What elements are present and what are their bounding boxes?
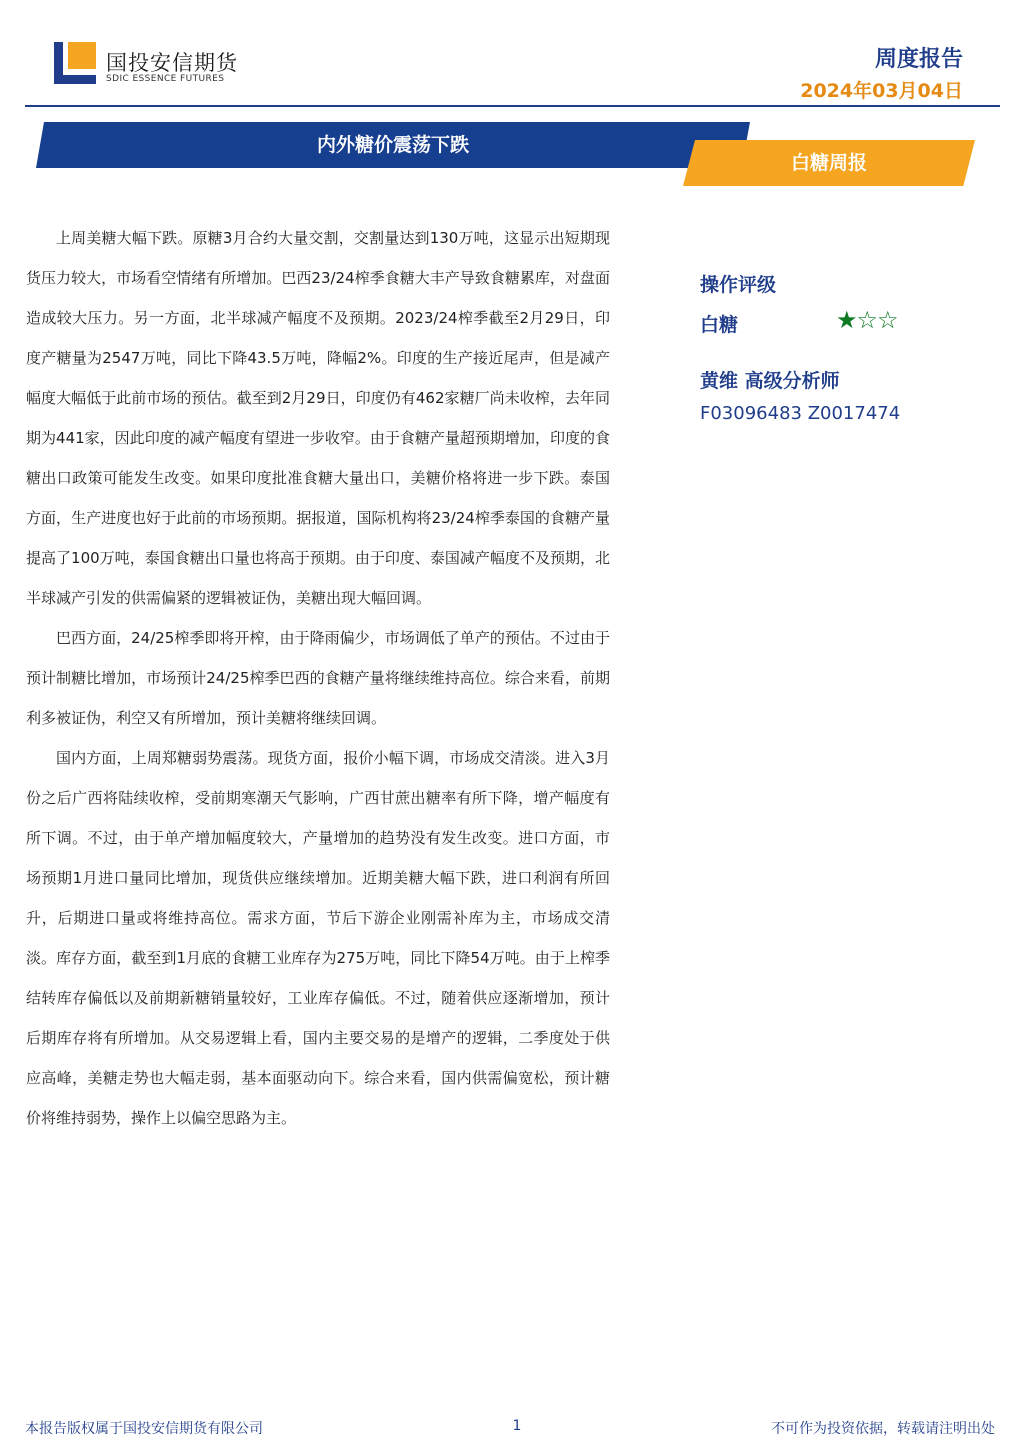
header-divider: [25, 105, 1000, 107]
report-subtitle: 白糖周报: [790, 152, 867, 174]
rating-title: 操作评级: [700, 274, 777, 296]
analyst-license-ids: F03096483 Z0017474: [700, 403, 901, 424]
body-paragraph: 上周美糖大幅下跌。原糖3月合约大量交割，交割量达到130万吨，这显示出短期现货压力较大，市场看空情绪有所增加。巴西23/24榨季食糖大丰产导致食糖累库，对盘面造成较大压力。另一方面，北半球减产幅度不及预期。2023/24榨季截至2月29日，印度产糖量为2547万吨，同比下降43.5万吨，降幅2%。印度的生产接近尾声，但是减产幅度大幅低于此前市场的预估。截至到2月29日，印度仍有462家糖厂尚未收榨，去年同期为441家，因此印度的减产幅度有望进一步收窄。由于食糖产量超预期增加，印度的食糖出口政策可能发生改变。如果印度批准食糖大量出口，美糖价格将进一步下跌。泰国方面，生产进度也好于此前的市场预期。据报道，国际机构将23/24榨季泰国的食糖产量提高了100万吨，泰国食糖出口量也将高于预期。由于印度、泰国减产幅度不及预期，北半球减产引发的供需偏紧的逻辑被证伪，美糖出现大幅回调。: [26, 229, 610, 607]
analyst-name: 黄维 高级分析师: [700, 370, 840, 392]
logo-english-name: SDIC ESSENCE FUTURES: [106, 74, 225, 84]
star-rating-icon: ★☆☆: [836, 306, 898, 334]
report-date: 2024年03月04日: [800, 80, 963, 102]
body-paragraph: 国内方面，上周郑糖弱势震荡。现货方面，报价小幅下调，市场成交清淡。进入3月份之后广西将陆续收榨，受前期寒潮天气影响，广西甘蔗出糖率有所下降，增产幅度有所下调。不过，由于单产增加幅度较大，产量增加的趋势没有发生改变。进口方面，市场预期1月进口量同比增加，现货供应继续增加。近期美糖大幅下跌，进口利润有所回升，后期进口量或将维持高位。需求方面，节后下游企业刚需补库为主，市场成交清淡。库存方面，截至到1月底的食糖工业库存为275万吨，同比下降54万吨。由于上榨季结转库存偏低以及前期新糖销量较好，工业库存偏低。不过，随着供应逐渐增加，预计后期库存将有所增加。从交易逻辑上看，国内主要交易的是增产的逻辑，二季度处于供应高峰，美糖走势也大幅走弱，基本面驱动向下。综合来看，国内供需偏宽松，预计糖价将维持弱势，操作上以偏空思路为主。: [26, 749, 610, 1127]
company-logo: [54, 42, 244, 92]
report-body: [26, 218, 610, 1138]
footer-disclaimer: 不可作为投资依据，转载请注明出处: [771, 1421, 995, 1437]
logo-chinese-name: 国投安信期货: [106, 51, 238, 75]
footer-copyright: 本报告版权属于国投安信期货有限公司: [25, 1421, 263, 1437]
rating-commodity: 白糖: [700, 314, 739, 336]
report-title: 内外糖价震荡下跌: [316, 134, 469, 156]
body-paragraph: 巴西方面，24/25榨季即将开榨，由于降雨偏少，市场调低了单产的预估。不过由于预计制糖比增加，市场预计24/25榨季巴西的食糖产量将继续维持高位。综合来看，前期利多被证伪，利空又有所增加，预计美糖将继续回调。: [26, 629, 610, 727]
company-logo-icon: [54, 42, 96, 84]
report-type: 周度报告: [874, 47, 963, 72]
page-number: 1: [512, 1418, 522, 1434]
